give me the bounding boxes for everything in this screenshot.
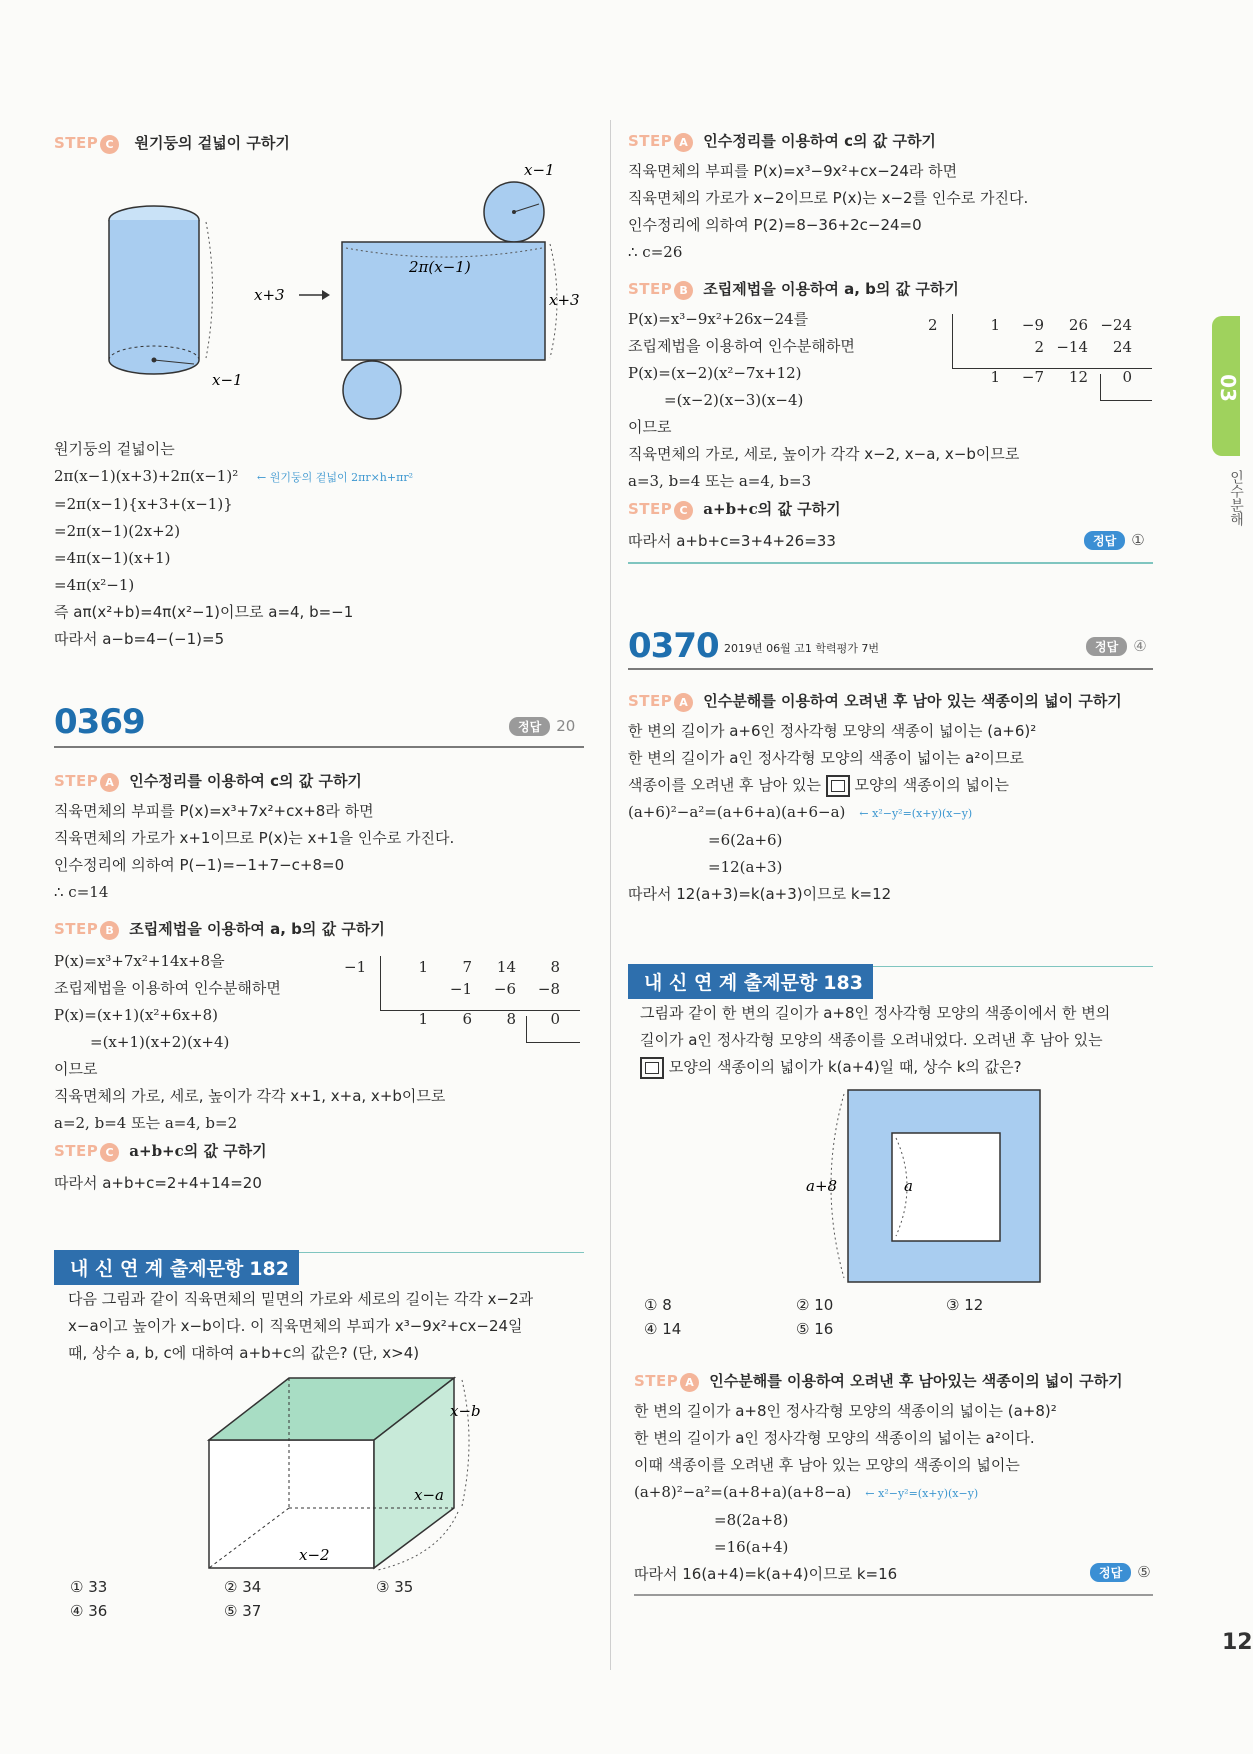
rect-height-label: x+3: [549, 291, 580, 309]
text-line: 모양의 색종이의 넓이가 k(a+4)일 때, 상수 k의 값은?: [640, 1054, 1110, 1081]
formula-note: ← 원기둥의 겉넓이 2πr×h+πr²: [257, 471, 413, 484]
section-rule: [634, 1594, 1153, 1596]
answer-badge-group: [1084, 530, 1145, 550]
step-c-heading: STEP C a+b+c의 값 구하기: [54, 1142, 267, 1160]
text-line: 한 변의 길이가 a+8인 정사각형 모양의 색종이의 넓이는 (a+8)²: [634, 1402, 1057, 1420]
answer-badge: 정답: [1090, 1563, 1131, 1582]
text-line: 이때 색종이를 오려낸 후 남아 있는 모양의 색종이의 넓이는: [634, 1456, 1020, 1474]
text-line: =(x−2)(x−3)(x−4): [664, 391, 804, 409]
step-a-heading: STEP A 인수정리를 이용하여 c의 값 구하기: [628, 132, 936, 150]
text-line: 조립제법을 이용하여 인수분해하면: [54, 979, 281, 997]
cylinder-net-figure: [94, 160, 580, 420]
step-tag: STEP C: [54, 134, 119, 152]
answer-badge-group: [1090, 1562, 1151, 1582]
synth-table: 1 7 14 8 −1 −6 −8 1 6 8 0: [418, 958, 560, 1028]
problem-number: 0370: [628, 626, 719, 666]
step-c-heading: STEP C a+b+c의 값 구하기: [628, 500, 841, 518]
square-frame-icon: [640, 1057, 664, 1079]
step-title: 조립제법을 이용하여 a, b의 값 구하기: [703, 280, 959, 298]
text-line: 원기둥의 겉넓이는: [54, 440, 175, 458]
text-line: x−a이고 높이가 x−b이다. 이 직육면체의 부피가 x³−9x²+cx−24일: [68, 1317, 523, 1335]
answer-value: 20: [556, 717, 576, 735]
step-a-body: [634, 1398, 1057, 1588]
cylinder-body: [109, 220, 199, 360]
formula-note: ← x²−y²=(x+y)(x−y): [859, 807, 973, 820]
section-rule: [628, 668, 1153, 670]
text-line: =12(a+3): [708, 858, 783, 876]
text-line: P(x)=(x−2)(x²−7x+12): [628, 364, 802, 382]
text-line: 따라서 a+b+c=2+4+14=20: [54, 1174, 262, 1192]
text-line: 직육면체의 부피를 P(x)=x³−9x²+cx−24라 하면: [628, 162, 958, 180]
text-line: 조립제법을 이용하여 인수분해하면: [628, 337, 855, 355]
choice-4[interactable]: ④ 36: [70, 1602, 108, 1620]
exam-banner: 내 신 연 계 출제문항 182: [54, 1250, 299, 1285]
text-line: 색종이를 오려낸 후 남아 있는 모양의 색종이의 넓이는: [628, 772, 1036, 799]
text-line: 이므로: [628, 418, 672, 436]
step-a-heading: STEP A 인수분해를 이용하여 오려낸 후 남아 있는 색종이의 넓이 구하기: [628, 692, 1122, 710]
choice-1[interactable]: ① 8: [644, 1296, 672, 1314]
text-line: (a+6)²−a²=(a+6+a)(a+6−a) ← x²−y²=(x+y)(x−y): [628, 803, 973, 821]
text-line: ∴ c=14: [54, 883, 109, 901]
text-line: 그림과 같이 한 변의 길이가 a+8인 정사각형 모양의 색종이에서 한 변의: [640, 1004, 1111, 1022]
step-b-heading: STEP B 조립제법을 이용하여 a, b의 값 구하기: [54, 920, 385, 938]
text-line: 따라서 a−b=4−(−1)=5: [54, 630, 225, 648]
step-b-heading: STEP B 조립제법을 이용하여 a, b의 값 구하기: [628, 280, 959, 298]
step-a-body: [54, 798, 454, 906]
answer-badge: 정답: [1086, 637, 1127, 656]
choice-4[interactable]: ④ 14: [644, 1320, 682, 1338]
cyl-radius-label: x−1: [212, 371, 243, 389]
section-rule: [628, 562, 1153, 564]
text-line: 직육면체의 부피를 P(x)=x³+7x²+cx+8라 하면: [54, 802, 374, 820]
step-title: 인수정리를 이용하여 c의 값 구하기: [129, 772, 362, 790]
cuboid-figure: [204, 1370, 504, 1570]
outer-side-label: a+8: [806, 1177, 838, 1195]
text-line: P(x)=x³+7x²+14x+8을: [54, 952, 225, 970]
text-line: =6(2a+6): [708, 831, 783, 849]
text-line: 이므로: [54, 1060, 98, 1078]
text-line: 따라서 a+b+c=3+4+26=33: [628, 532, 836, 550]
step-title: 조립제법을 이용하여 a, b의 값 구하기: [129, 920, 385, 938]
problem-source: 2019년 06월 고1 학력평가 7번: [724, 642, 879, 655]
cuboid-width-label: x−2: [299, 1546, 330, 1564]
step-title: 인수정리를 이용하여 c의 값 구하기: [703, 132, 936, 150]
text-line: 직육면체의 가로, 세로, 높이가 각각 x−2, x−a, x−b이므로: [628, 445, 1020, 463]
text-line: P(x)=x³−9x²+26x−24를: [628, 310, 809, 328]
cyl-height-label: x+3: [254, 286, 285, 304]
chapter-tab[interactable]: 03: [1212, 316, 1240, 456]
synth-root: 2: [928, 316, 938, 334]
page-number: 12: [1222, 1630, 1253, 1655]
text-line: 한 변의 길이가 a+6인 정사각형 모양의 색종이 넓이는 (a+6)²: [628, 722, 1037, 740]
text-line: P(x)=(x+1)(x²+6x+8): [54, 1006, 218, 1024]
text-line: 따라서 12(a+3)=k(a+3)이므로 k=12: [628, 885, 892, 903]
exam-question: [68, 1286, 533, 1367]
step-title: 원기둥의 겉넓이 구하기: [134, 134, 290, 152]
text-line: 다음 그림과 같이 직육면체의 밑면의 가로와 세로의 길이는 각각 x−2과: [68, 1290, 534, 1308]
text-line: =16(a+4): [714, 1538, 789, 1556]
exam-number: 182: [249, 1258, 289, 1280]
text-line: 길이가 a인 정사각형 모양의 색종이를 오려내었다. 오려낸 후 남아 있는: [640, 1031, 1103, 1049]
choice-3[interactable]: ③ 12: [946, 1296, 984, 1314]
synth-root: −1: [344, 958, 367, 976]
answer-value: ⑤: [1137, 1563, 1151, 1581]
chapter-side-label: 인수분해: [1228, 470, 1244, 526]
text-line: =(x+1)(x+2)(x+4): [90, 1033, 230, 1051]
answer-value: ④: [1133, 637, 1147, 655]
text-line: 2π(x−1)(x+3)+2π(x−1)² ← 원기둥의 겉넓이 2πr×h+πr²: [54, 467, 413, 485]
section-rule: [54, 746, 584, 748]
choice-1[interactable]: ① 33: [70, 1578, 108, 1596]
choice-2[interactable]: ② 34: [224, 1578, 262, 1596]
square-frame-icon: [826, 775, 850, 797]
text-line: a=2, b=4 또는 a=4, b=2: [54, 1114, 238, 1132]
step-title: a+b+c의 값 구하기: [129, 1142, 267, 1160]
answer-badge: 정답: [509, 717, 550, 736]
text-line: 따라서 16(a+4)=k(a+4)이므로 k=16: [634, 1565, 898, 1583]
choice-5[interactable]: ⑤ 37: [224, 1602, 262, 1620]
step-a-heading: STEP A 인수정리를 이용하여 c의 값 구하기: [54, 772, 362, 790]
step-a-heading: STEP A 인수분해를 이용하여 오려낸 후 남아있는 색종이의 넓이 구하기: [634, 1372, 1123, 1390]
text-line: 인수정리에 의하여 P(−1)=−1+7−c+8=0: [54, 856, 345, 874]
net-bottom-circle: [343, 361, 401, 419]
text-line: =4π(x²−1): [54, 576, 135, 594]
exam-banner: 내 신 연 계 출제문항 183: [628, 964, 873, 999]
cuboid-depth-label: x−a: [414, 1486, 444, 1504]
text-line: 즉 aπ(x²+b)=4π(x²−1)이므로 a=4, b=−1: [54, 603, 354, 621]
answer-badge-group: [509, 716, 575, 736]
problem-number: 0369: [54, 702, 145, 742]
text-line: 때, 상수 a, b, c에 대하여 a+b+c의 값은? (단, x>4): [68, 1344, 420, 1362]
answer-badge-group: [1086, 636, 1147, 656]
text-line: 직육면체의 가로가 x−2이므로 P(x)는 x−2를 인수로 가진다.: [628, 189, 1029, 207]
exam-number: 183: [823, 972, 863, 994]
text-line: 직육면체의 가로가 x+1이므로 P(x)는 x+1을 인수로 가진다.: [54, 829, 455, 847]
synth-table: 1 −9 26 −24 2 −14 24 1 −7 12 0: [990, 316, 1132, 386]
column-divider: [610, 120, 611, 1670]
choice-2[interactable]: ② 10: [796, 1296, 834, 1314]
text-line: =4π(x−1)(x+1): [54, 549, 171, 567]
text-line: (a+8)²−a²=(a+8+a)(a+8−a) ← x²−y²=(x+y)(x−y): [634, 1483, 979, 1501]
text-line: 한 변의 길이가 a인 정사각형 모양의 색종이 넓이는 a²이므로: [628, 749, 1024, 767]
text-line: ∴ c=26: [628, 243, 683, 261]
formula-note: ← x²−y²=(x+y)(x−y): [865, 1487, 979, 1500]
answer-badge: 정답: [1084, 531, 1125, 550]
inner-side-label: a: [904, 1177, 913, 1195]
step-title: 인수분해를 이용하여 오려낸 후 남아있는 색종이의 넓이 구하기: [709, 1372, 1123, 1390]
text-line: =2π(x−1){x+3+(x−1)}: [54, 495, 233, 513]
step-c-heading: [54, 132, 290, 154]
exam-question: [640, 1000, 1110, 1081]
step-title: 인수분해를 이용하여 오려낸 후 남아 있는 색종이의 넓이 구하기: [703, 692, 1122, 710]
text-line: a=3, b=4 또는 a=4, b=3: [628, 472, 812, 490]
text-line: =8(2a+8): [714, 1511, 789, 1529]
text-line: =2π(x−1)(2x+2): [54, 522, 181, 540]
top-radius-label: x−1: [524, 161, 555, 179]
choice-5[interactable]: ⑤ 16: [796, 1320, 834, 1338]
step-a-body: [628, 158, 1028, 266]
text-line: 한 변의 길이가 a인 정사각형 모양의 색종이의 넓이는 a²이다.: [634, 1429, 1035, 1447]
step-title: a+b+c의 값 구하기: [703, 500, 841, 518]
text-line: 인수정리에 의하여 P(2)=8−36+2c−24=0: [628, 216, 922, 234]
text-line: 직육면체의 가로, 세로, 높이가 각각 x+1, x+a, x+b이므로: [54, 1087, 446, 1105]
surface-area-solution: [54, 436, 413, 653]
square-cutout-figure: [768, 1086, 1068, 1286]
rect-width-label: 2π(x−1): [409, 258, 471, 276]
answer-value: ①: [1131, 531, 1145, 549]
cuboid-height-label: x−b: [450, 1402, 481, 1420]
step-a-body: [628, 718, 1036, 908]
choice-3[interactable]: ③ 35: [376, 1578, 414, 1596]
